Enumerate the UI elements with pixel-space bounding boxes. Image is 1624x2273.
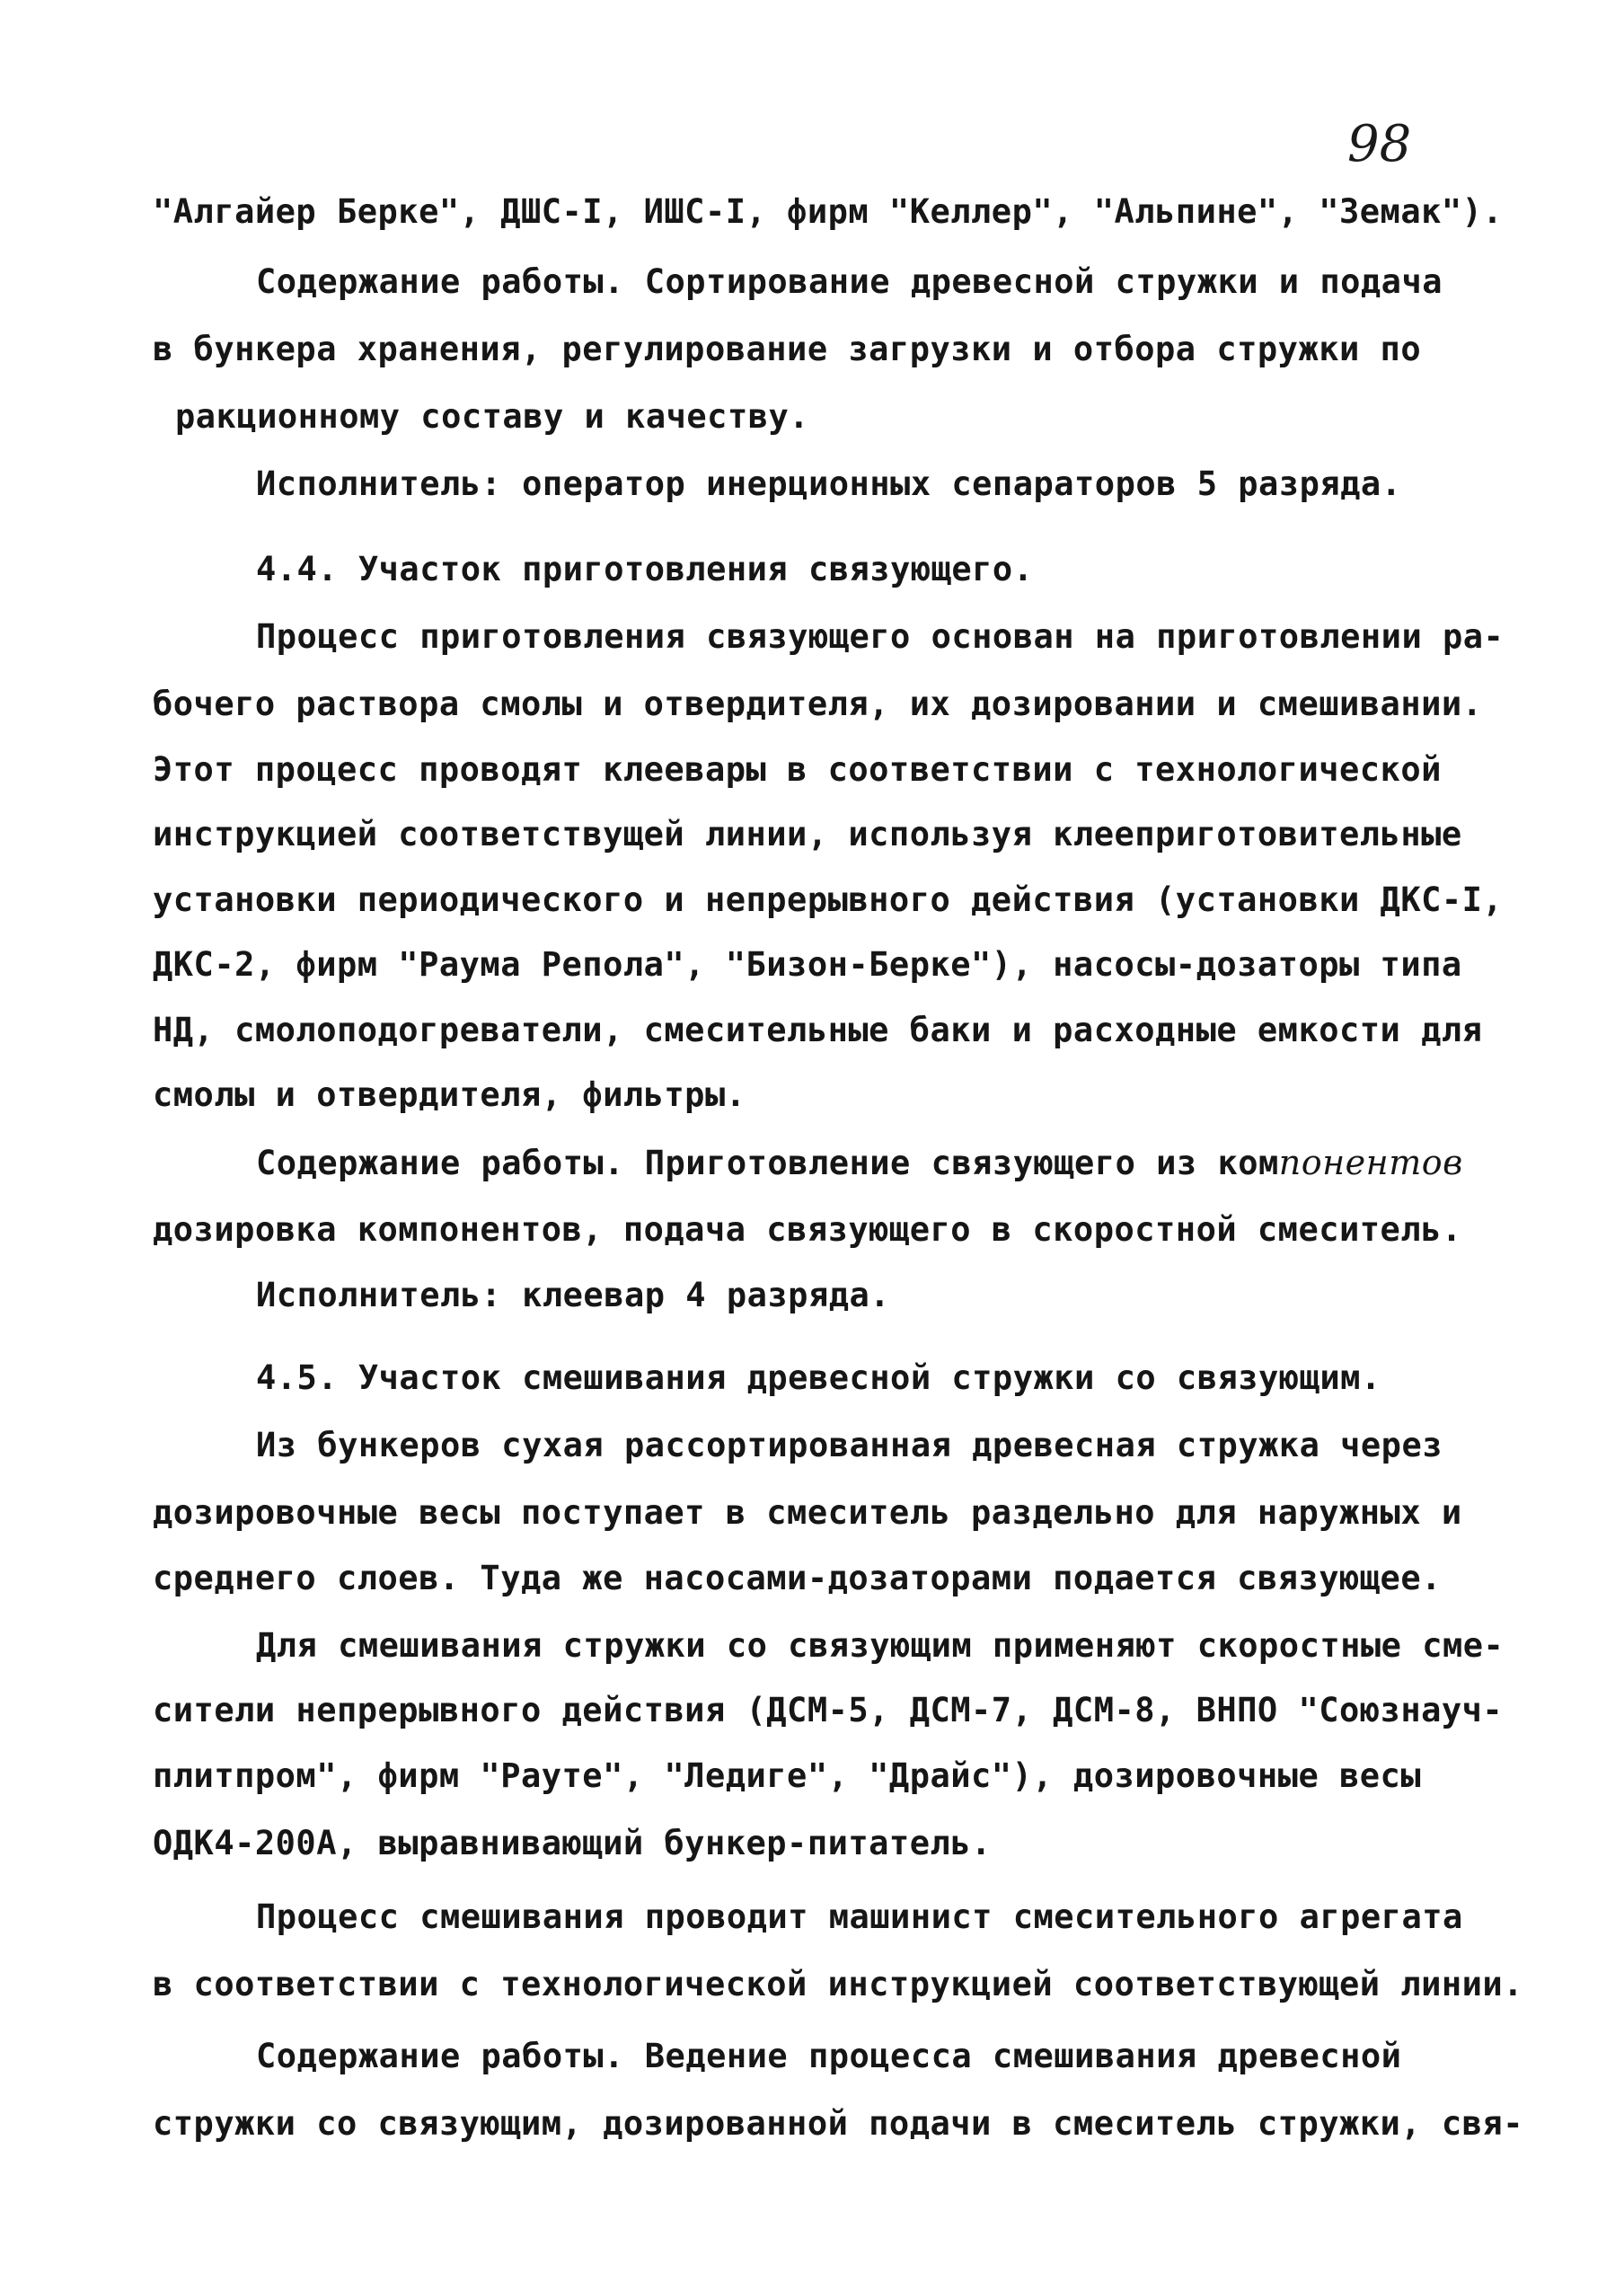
text-line: Содержание работы. Ведение процесса смешивания древесной	[256, 2037, 1402, 2075]
section-heading: 4.4. Участок приготовления связующего.	[256, 550, 1034, 588]
text-line: Содержание работы. Сортирование древесной стружки и подача	[256, 262, 1443, 301]
text-line: Процесс приготовления связующего основан на приготовлении ра-	[256, 617, 1505, 656]
text-line-with-handwriting	[256, 1141, 1463, 1185]
text-line: НД, смолоподогреватели, смесительные баки и расходные емкости для	[153, 1011, 1483, 1049]
text-line: стружки со связующим, дозированной подачи в смеситель стружки, свя-	[153, 2104, 1523, 2143]
text-line: бочего раствора смолы и отвердителя, их дозировании и смешивании.	[153, 685, 1483, 723]
text-line: среднего слоев. Туда же насосами-дозаторами подается связующее.	[153, 1559, 1442, 1597]
text-line: Из бункеров сухая рассортированная древесная стружка через	[256, 1426, 1443, 1464]
text-line: ДКС-2, фирм "Раума Репола", "Бизон-Берке"), насосы-дозаторы типа	[153, 945, 1462, 984]
text-line: ракционному составу и качеству.	[175, 397, 810, 436]
text-line: плитпром", фирм "Рауте", "Ледиге", "Драйс"), дозировочные весы	[153, 1756, 1422, 1795]
text-line: сители непрерывного действия (ДСМ-5, ДСМ-7, ДСМ-8, ВНПО "Союзнауч-	[153, 1691, 1504, 1729]
text-line: Исполнитель: клеевар 4 разряда.	[256, 1276, 891, 1314]
text-line: Процесс смешивания проводит машинист смесительного агрегата	[256, 1897, 1463, 1936]
text-line: дозировка компонентов, подача связующего в скоростной смеситель.	[153, 1210, 1462, 1249]
text-line: дозировочные весы поступает в смеситель раздельно для наружных и	[153, 1493, 1462, 1532]
text-line: Для смешивания стружки со связующим применяют скоростные сме-	[256, 1626, 1505, 1665]
handwritten-insert: понентов	[1278, 1143, 1463, 1182]
text-line: установки периодического и непрерывного действия (установки ДКС-I,	[153, 880, 1504, 919]
typed-text: Содержание работы. Приготовление связующего из ком	[256, 1144, 1279, 1182]
text-line: Этот процесс проводят клеевары в соответствии с технологической	[153, 750, 1442, 789]
text-line: инструкцией соответствущей линии, используя клееприготовительные	[153, 815, 1462, 853]
text-line: "Алгайер Берке", ДШС-I, ИШС-I, фирм "Келлер", "Альпине", "Земак").	[153, 192, 1504, 231]
page-number: 98	[1347, 115, 1412, 173]
text-line: смолы и отвердителя, фильтры.	[153, 1075, 746, 1114]
text-line: в бункера хранения, регулирование загрузки и отбора стружки по	[153, 330, 1422, 368]
text-line: в соответствии с технологической инструкцией соответствующей линии.	[153, 1965, 1523, 2003]
text-line: Исполнитель: оператор инерционных сепараторов 5 разряда.	[256, 464, 1402, 503]
section-heading: 4.5. Участок смешивания древесной стружки со связующим.	[256, 1358, 1381, 1397]
text-line: ОДК4-200А, выравнивающий бункер-питатель.	[153, 1824, 992, 1862]
